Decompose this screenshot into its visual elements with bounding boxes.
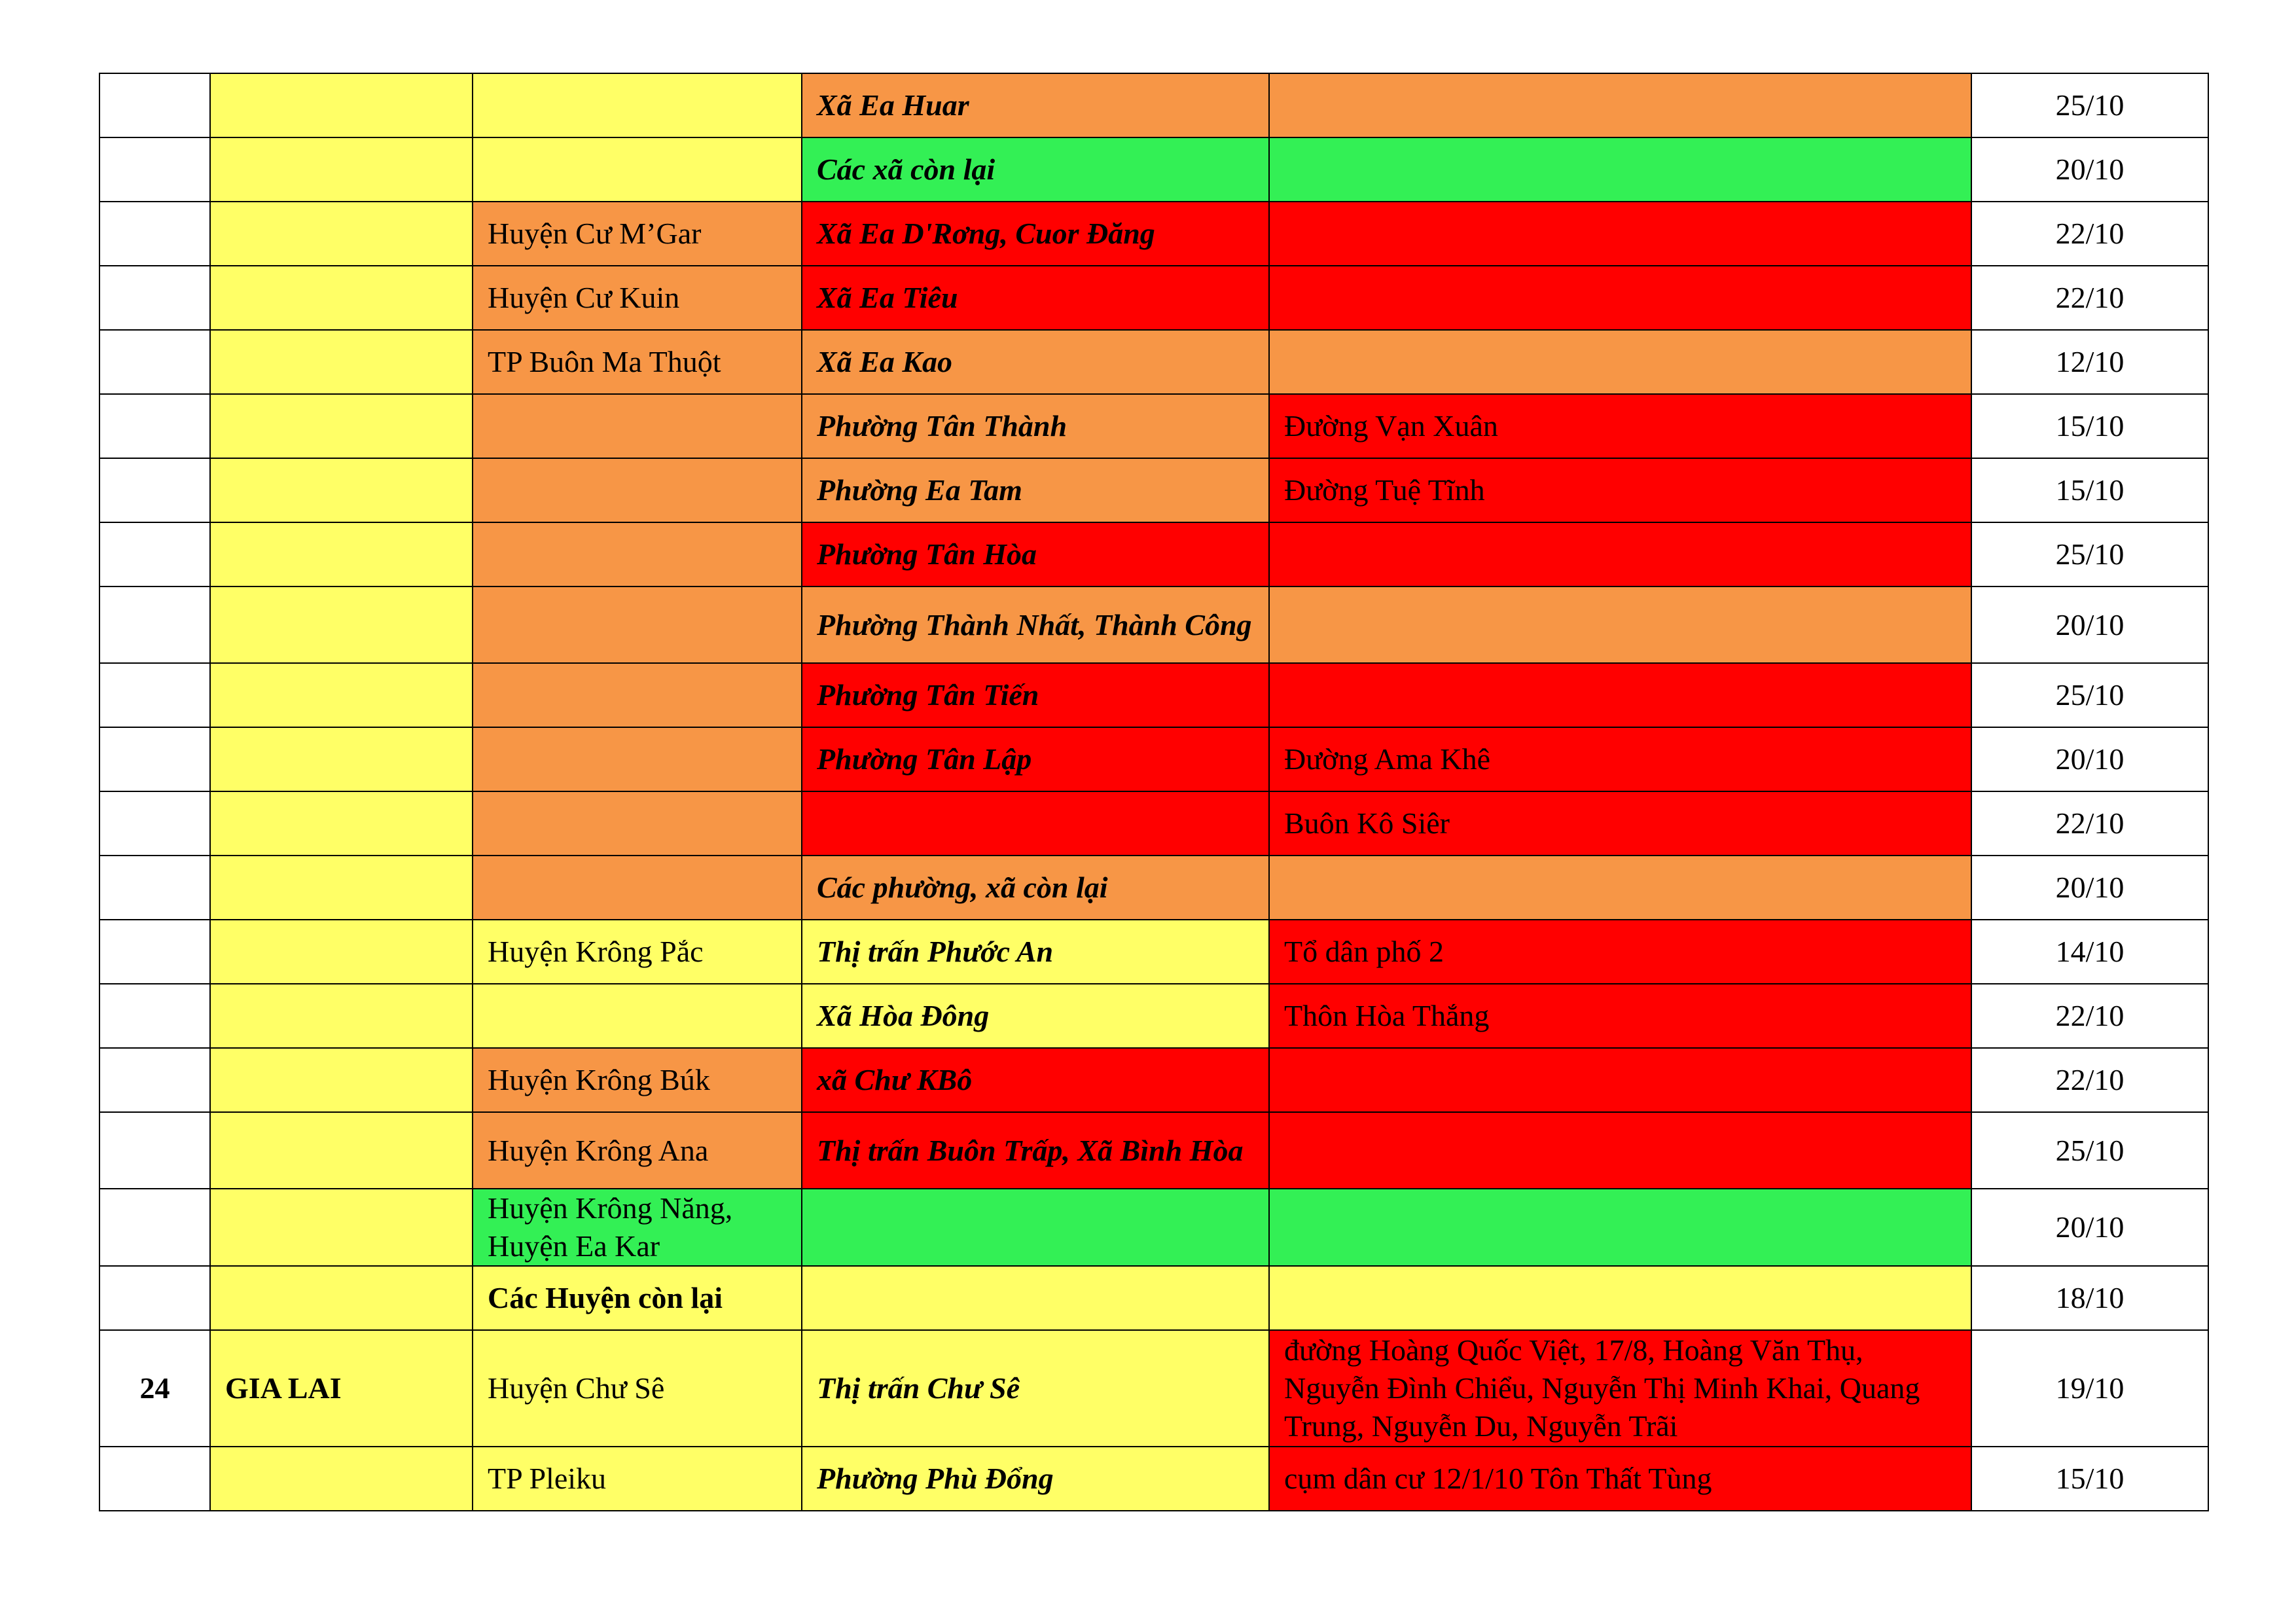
stt-cell [99,1266,210,1330]
date-cell: 20/10 [1971,727,2208,791]
district-cell: Huyện Chư Sê [473,1330,802,1447]
province-cell [210,920,473,984]
province-cell [210,1447,473,1511]
province-cell [210,1189,473,1266]
area-cell [1269,1112,1971,1189]
area-cell: Đường Tuệ Tĩnh [1269,458,1971,522]
date-cell: 25/10 [1971,663,2208,727]
area-cell: cụm dân cư 12/1/10 Tôn Thất Tùng [1269,1447,1971,1511]
area-cell [1269,137,1971,202]
table-row [99,1266,2208,1330]
table-row [99,920,2208,984]
stt-cell [99,458,210,522]
province-cell [210,791,473,856]
date-cell: 20/10 [1971,137,2208,202]
stt-cell [99,330,210,394]
table-row [99,984,2208,1048]
ward-cell: Phường Tân Lập [802,727,1269,791]
ward-cell [802,791,1269,856]
table-row [99,663,2208,727]
ward-cell: Thị trấn Chư Sê [802,1330,1269,1447]
ward-cell [802,1266,1269,1330]
date-cell: 19/10 [1971,1330,2208,1447]
ward-cell: Phường Tân Hòa [802,522,1269,586]
date-cell: 25/10 [1971,522,2208,586]
stt-cell [99,1447,210,1511]
stt-cell [99,791,210,856]
district-cell [473,791,802,856]
date-cell: 15/10 [1971,1447,2208,1511]
ward-cell: Các xã còn lại [802,137,1269,202]
stt-cell [99,920,210,984]
stt-cell [99,202,210,266]
date-cell: 20/10 [1971,586,2208,663]
date-cell: 18/10 [1971,1266,2208,1330]
area-cell [1269,202,1971,266]
ward-cell: Các phường, xã còn lại [802,856,1269,920]
district-cell [473,137,802,202]
ward-cell: Phường Phù Đổng [802,1447,1269,1511]
table-row [99,330,2208,394]
table-row [99,394,2208,458]
ward-cell: Xã Hòa Đông [802,984,1269,1048]
stt-cell [99,586,210,663]
province-cell: GIA LAI [210,1330,473,1447]
province-cell [210,330,473,394]
ward-cell: Phường Thành Nhất, Thành Công [802,586,1269,663]
table-row [99,1330,2208,1447]
date-cell: 22/10 [1971,202,2208,266]
area-cell: Buôn Kô Siêr [1269,791,1971,856]
date-cell: 22/10 [1971,1048,2208,1112]
province-cell [210,1266,473,1330]
province-cell [210,394,473,458]
stt-cell [99,663,210,727]
table-row [99,1112,2208,1189]
date-cell: 22/10 [1971,266,2208,330]
ward-cell: xã Chư KBô [802,1048,1269,1112]
stt-cell [99,394,210,458]
province-cell [210,1112,473,1189]
table-row [99,137,2208,202]
date-cell: 15/10 [1971,394,2208,458]
date-cell: 15/10 [1971,458,2208,522]
table-row [99,856,2208,920]
province-cell [210,856,473,920]
date-cell: 22/10 [1971,984,2208,1048]
date-cell: 22/10 [1971,791,2208,856]
date-cell: 25/10 [1971,1112,2208,1189]
area-cell [1269,266,1971,330]
province-cell [210,1048,473,1112]
ward-cell: Thị trấn Buôn Trấp, Xã Bình Hòa [802,1112,1269,1189]
ward-cell: Xã Ea Tiêu [802,266,1269,330]
district-cell [473,394,802,458]
district-cell [473,984,802,1048]
province-cell [210,663,473,727]
table-row [99,522,2208,586]
district-cell: Huyện Krông Năng, Huyện Ea Kar [473,1189,802,1266]
area-cell [1269,663,1971,727]
ward-cell: Xã Ea Huar [802,73,1269,137]
stt-cell [99,73,210,137]
province-cell [210,266,473,330]
district-cell: Huyện Cư M’Gar [473,202,802,266]
area-cell [1269,856,1971,920]
ward-cell: Phường Tân Tiến [802,663,1269,727]
table-body [99,73,2208,1511]
date-cell: 25/10 [1971,73,2208,137]
district-cell [473,727,802,791]
stt-cell [99,1048,210,1112]
area-cell [1269,1266,1971,1330]
district-cell [473,586,802,663]
province-cell [210,458,473,522]
ward-cell: Xã Ea D'Rơng, Cuor Đăng [802,202,1269,266]
stt-cell: 24 [99,1330,210,1447]
district-cell: Huyện Cư Kuin [473,266,802,330]
area-cell: Thôn Hòa Thắng [1269,984,1971,1048]
table-row [99,266,2208,330]
table-row [99,586,2208,663]
district-cell: TP Buôn Ma Thuột [473,330,802,394]
area-cell: đường Hoàng Quốc Việt, 17/8, Hoàng Văn Thụ, Nguyễn Đình Chiểu, Nguyễn Thị Minh Khai, Quang Trung, Nguyễn Du, Nguyễn Trãi [1269,1330,1971,1447]
province-cell [210,586,473,663]
table-row [99,1189,2208,1266]
district-cell [473,73,802,137]
zoning-table [99,73,2209,1511]
ward-cell: Phường Tân Thành [802,394,1269,458]
area-cell [1269,1048,1971,1112]
district-cell: TP Pleiku [473,1447,802,1511]
province-cell [210,984,473,1048]
province-cell [210,727,473,791]
stt-cell [99,984,210,1048]
stt-cell [99,856,210,920]
table-row [99,202,2208,266]
province-cell [210,522,473,586]
area-cell [1269,522,1971,586]
district-cell: Huyện Krông Pắc [473,920,802,984]
province-cell [210,137,473,202]
ward-cell: Thị trấn Phước An [802,920,1269,984]
area-cell [1269,1189,1971,1266]
district-cell: Các Huyện còn lại [473,1266,802,1330]
stt-cell [99,522,210,586]
stt-cell [99,1189,210,1266]
area-cell [1269,586,1971,663]
table-row [99,1048,2208,1112]
area-cell [1269,73,1971,137]
district-cell [473,663,802,727]
stt-cell [99,727,210,791]
date-cell: 20/10 [1971,1189,2208,1266]
ward-cell [802,1189,1269,1266]
table-row [99,458,2208,522]
district-cell [473,522,802,586]
table-row [99,73,2208,137]
table-row [99,791,2208,856]
area-cell: Đường Vạn Xuân [1269,394,1971,458]
stt-cell [99,137,210,202]
province-cell [210,73,473,137]
district-cell: Huyện Krông Búk [473,1048,802,1112]
table-row [99,727,2208,791]
district-cell [473,856,802,920]
table-row [99,1447,2208,1511]
area-cell [1269,330,1971,394]
date-cell: 12/10 [1971,330,2208,394]
district-cell: Huyện Krông Ana [473,1112,802,1189]
stt-cell [99,266,210,330]
stt-cell [99,1112,210,1189]
date-cell: 14/10 [1971,920,2208,984]
ward-cell: Phường Ea Tam [802,458,1269,522]
date-cell: 20/10 [1971,856,2208,920]
area-cell: Tổ dân phố 2 [1269,920,1971,984]
province-cell [210,202,473,266]
area-cell: Đường Ama Khê [1269,727,1971,791]
ward-cell: Xã Ea Kao [802,330,1269,394]
district-cell [473,458,802,522]
